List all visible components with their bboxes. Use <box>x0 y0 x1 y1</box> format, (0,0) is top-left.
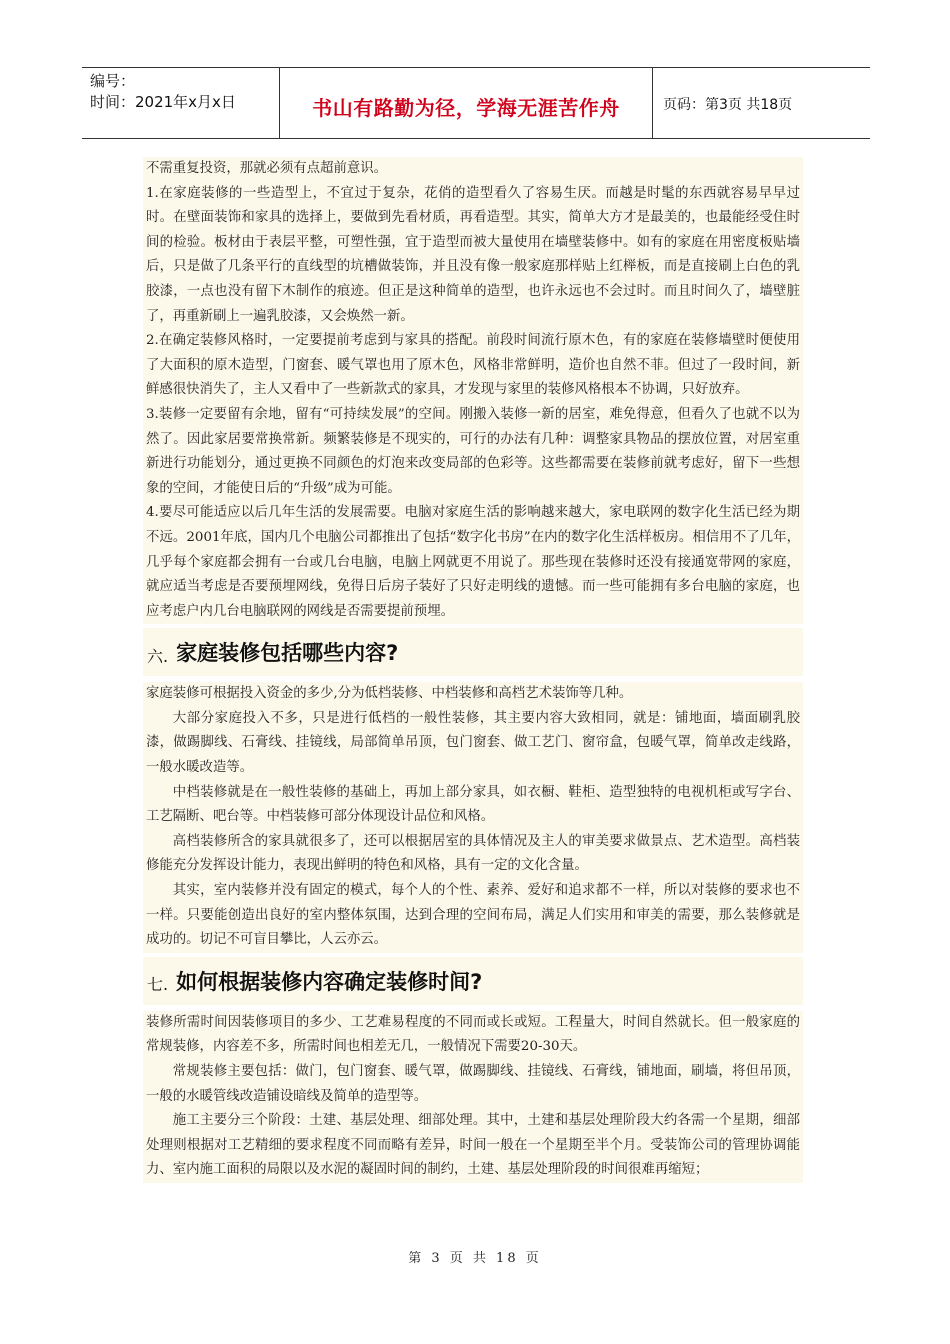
section-number: 七. <box>147 975 169 995</box>
body-paragraph: 中档装修就是在一般性装修的基础上，再加上部分家具，如衣橱、鞋柜、造型独特的电视机柜或写字台、工艺隔断、吧台等。中档装修可部分体现设计品位和风格。 <box>143 781 803 830</box>
section-title: 家庭装修包括哪些内容? <box>176 641 399 666</box>
section-heading-7 <box>143 957 803 1005</box>
body-paragraph: 不需重复投资，那就必须有点超前意识。 <box>143 157 803 182</box>
document-body <box>143 157 803 1183</box>
page-footer: 第 3 页 共 18 页 <box>408 1251 542 1266</box>
header-motto: 书山有路勤为径，学海无涯苦作舟 <box>280 68 653 138</box>
section-intro: 装修所需时间因装修项目的多少、工艺难易程度的不同而或长或短。工程量大，时间自然就长。但一般家庭的常规装修，内容差不多，所需时间也相差无几，一般情况下需要20-30天。 <box>143 1011 803 1060</box>
section-title: 如何根据装修内容确定装修时间? <box>176 969 483 994</box>
header-page-info: 页码：第3页 共18页 <box>663 97 793 113</box>
section-heading-6 <box>143 628 803 676</box>
section-number: 六. <box>147 646 169 666</box>
body-paragraph: 大部分家庭投入不多，只是进行低档的一般性装修，其主要内容大致相同，就是：铺地面，墙面刷乳胶漆，做踢脚线、石膏线、挂镜线，局部简单吊顶，包门窗套、做工艺门、窗帘盒，包暖气罩，简单改走线路，一般水暖改造等。 <box>143 707 803 781</box>
body-paragraph: 其实，室内装修并没有固定的模式，每个人的个性、素养、爱好和追求都不一样，所以对装修的要求也不一样。只要能创造出良好的室内整体氛围，达到合理的空间布局，满足人们实用和审美的需要，那么装修就是成功的。切记不可盲目攀比，人云亦云。 <box>143 879 803 953</box>
date-label: 时间：2021年x月x日 <box>90 93 236 111</box>
body-paragraph: 施工主要分三个阶段：土建、基层处理、细部处理。其中，土建和基层处理阶段大约各需一个星期，细部处理则根据对工艺精细的要求程度不同而略有差异，时间一般在一个星期至半个月。受装饰公司的管理协调能力、室内施工面积的局限以及水泥的凝固时间的制约，土建、基层处理阶段的时间很难再缩短； <box>143 1109 803 1183</box>
body-paragraph: 高档装修所含的家具就很多了，还可以根据居室的具体情况及主人的审美要求做景点、艺术造型。高档装修能充分发挥设计能力，表现出鲜明的特色和风格，具有一定的文化含量。 <box>143 830 803 879</box>
body-paragraph: 常规装修主要包括：做门，包门窗套、暖气罩，做踢脚线、挂镜线、石膏线，铺地面，刷墙，将但吊顶，一般的水暖管线改造铺设暗线及简单的造型等。 <box>143 1060 803 1109</box>
body-paragraph: 4.要尽可能适应以后几年生活的发展需要。电脑对家庭生活的影响越来越大，家电联网的数字化生活已经为期不远。2001年底，国内几个电脑公司都推出了包括“数字化书房”在内的数字化生活样板房。相信用不了几年，几乎每个家庭都会拥有一台或几台电脑，电脑上网就更不用说了。那些现在装修时还没有接通宽带网的家庭，就应适当考虑是否要预埋网线，免得日后房子装好了只好走明线的遗憾。而一些可能拥有多台电脑的家庭，也应考虑户内几台电脑联网的网线是否需要提前预埋。 <box>143 501 803 624</box>
body-paragraph: 1.在家庭装修的一些造型上，不宜过于复杂，花俏的造型看久了容易生厌。而越是时髦的东西就容易早早过时。在壁面装饰和家具的选择上，要做到先看材质，再看造型。其实，简单大方才是最美的，也最能经受住时间的检验。板材由于表层平整，可塑性强，宜于造型而被大量使用在墙壁装修中。如有的家庭在用密度板贴墙后，只是做了几条平行的直线型的坑槽做装饰，并且没有像一般家庭那样贴上红榉板，而是直接刷上白色的乳胶漆，一点也没有留下木制作的痕迹。但正是这种简单的造型，也许永远也不会过时。而且时间久了，墙壁脏了，再重新刷上一遍乳胶漆，又会焕然一新。 <box>143 182 803 330</box>
page-header <box>82 67 870 139</box>
section-intro: 家庭装修可根据投入资金的多少,分为低档装修、中档装修和高档艺术装饰等几种。 <box>143 682 803 707</box>
serial-label: 编号： <box>90 72 136 90</box>
body-paragraph: 2.在确定装修风格时，一定要提前考虑到与家具的搭配。前段时间流行原木色，有的家庭在装修墙壁时便使用了大面积的原木造型，门窗套、暖气罩也用了原木色，风格非常鲜明，造价也自然不菲。但过了一段时间，新鲜感很快消失了，主人又看中了一些新款式的家具，才发现与家里的装修风格根本不协调，只好放弃。 <box>143 329 803 403</box>
body-paragraph: 3.装修一定要留有余地，留有“可持续发展”的空间。刚搬入装修一新的居室，难免得意，但看久了也就不以为然了。因此家居要常换常新。频繁装修是不现实的，可行的办法有几种：调整家具物品的摆放位置，对居室重新进行功能划分，通过更换不同颜色的灯泡来改变局部的色彩等。这些都需要在装修前就考虑好，留下一些想象的空间，才能使日后的“升级”成为可能。 <box>143 403 803 501</box>
header-meta <box>82 68 280 138</box>
